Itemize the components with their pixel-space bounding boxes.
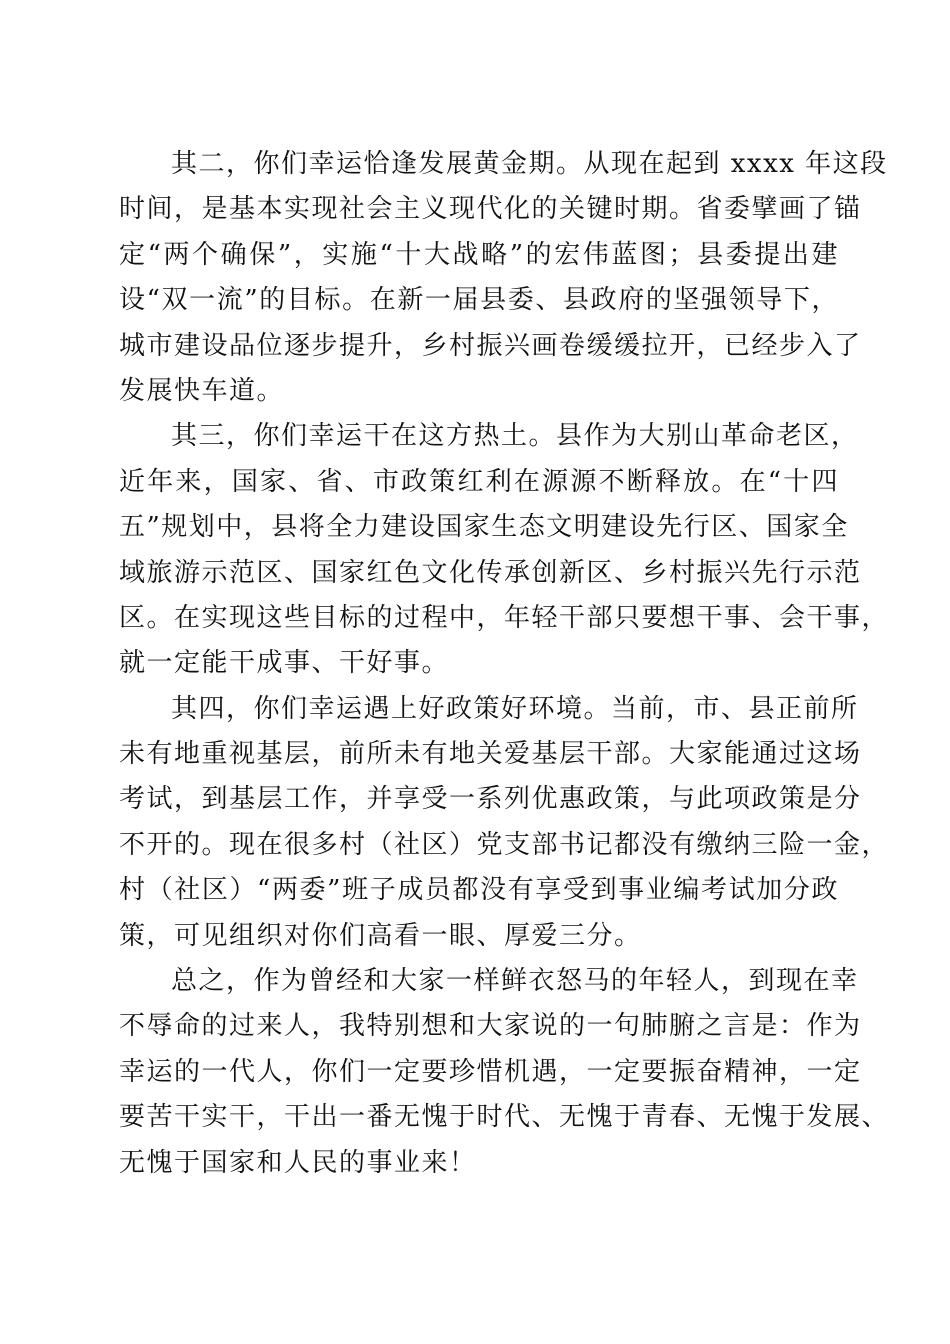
text-line: 时间，是基本实现社会主义现代化的关键时期。省委擘画了锚 bbox=[119, 194, 862, 225]
text-line: 不开的。现在很多村（社区）党支部书记都没有缴纳三险一金， bbox=[119, 829, 890, 860]
paragraph-3 bbox=[119, 414, 890, 686]
text-line: 域旅游示范区、国家红色文化传承创新区、乡村振兴先行示范 bbox=[119, 557, 862, 588]
text-line: 未有地重视基层，前所未有地关爱基层干部。大家能通过这场 bbox=[119, 739, 862, 770]
text-line: 设“双一流”的目标。在新一届县委、县政府的坚强领导下， bbox=[119, 285, 839, 316]
text-line: 考试，到基层工作，并享受一系列优惠政策，与此项政策是分 bbox=[119, 784, 862, 815]
text-line: 无愧于国家和人民的事业来！ bbox=[119, 1147, 477, 1178]
text-line: 五”规划中，县将全力建设国家生态文明建设先行区、国家全 bbox=[119, 512, 849, 543]
paragraph-conclusion bbox=[119, 959, 890, 1186]
text-line: 其三，你们幸运干在这方热土。县作为大别山革命老区， bbox=[171, 421, 859, 452]
text-line: 要苦干实干，干出一番无愧于时代、无愧于青春、无愧于发展、 bbox=[119, 1102, 890, 1133]
text-line: 总之，作为曾经和大家一样鲜衣怒马的年轻人，到现在幸 bbox=[171, 966, 859, 997]
document-body bbox=[119, 142, 890, 1186]
text-line: 城市建设品位逐步提升，乡村振兴画卷缓缓拉开，已经步入了 bbox=[119, 330, 862, 361]
text-line: 其四，你们幸运遇上好政策好环境。当前，市、县正前所 bbox=[171, 693, 859, 724]
paragraph-4 bbox=[119, 687, 890, 959]
text-line: 村（社区）“两委”班子成员都没有享受到事业编考试加分政 bbox=[119, 875, 839, 906]
text-line: 其二，你们幸运恰逢发展黄金期。从现在起到 xxxx 年这段 bbox=[171, 149, 888, 179]
text-line: 近年来，国家、省、市政策红利在源源不断释放。在“十四 bbox=[119, 466, 839, 497]
text-line: 策，可见组织对你们高看一眼、厚爱三分。 bbox=[119, 920, 642, 951]
text-line: 幸运的一代人，你们一定要珍惜机遇，一定要振奋精神，一定 bbox=[119, 1056, 862, 1087]
text-line: 不辱命的过来人，我特别想和大家说的一句肺腑之言是：作为 bbox=[119, 1011, 862, 1042]
paragraph-2 bbox=[119, 142, 888, 414]
text-line: 定“两个确保”，实施“十大战略”的宏伟蓝图；县委提出建 bbox=[119, 239, 839, 270]
text-line: 就一定能干成事、干好事。 bbox=[119, 648, 450, 679]
text-line: 区。在实现这些目标的过程中，年轻干部只要想干事、会干事， bbox=[119, 602, 890, 633]
text-line: 发展快车道。 bbox=[119, 375, 285, 406]
